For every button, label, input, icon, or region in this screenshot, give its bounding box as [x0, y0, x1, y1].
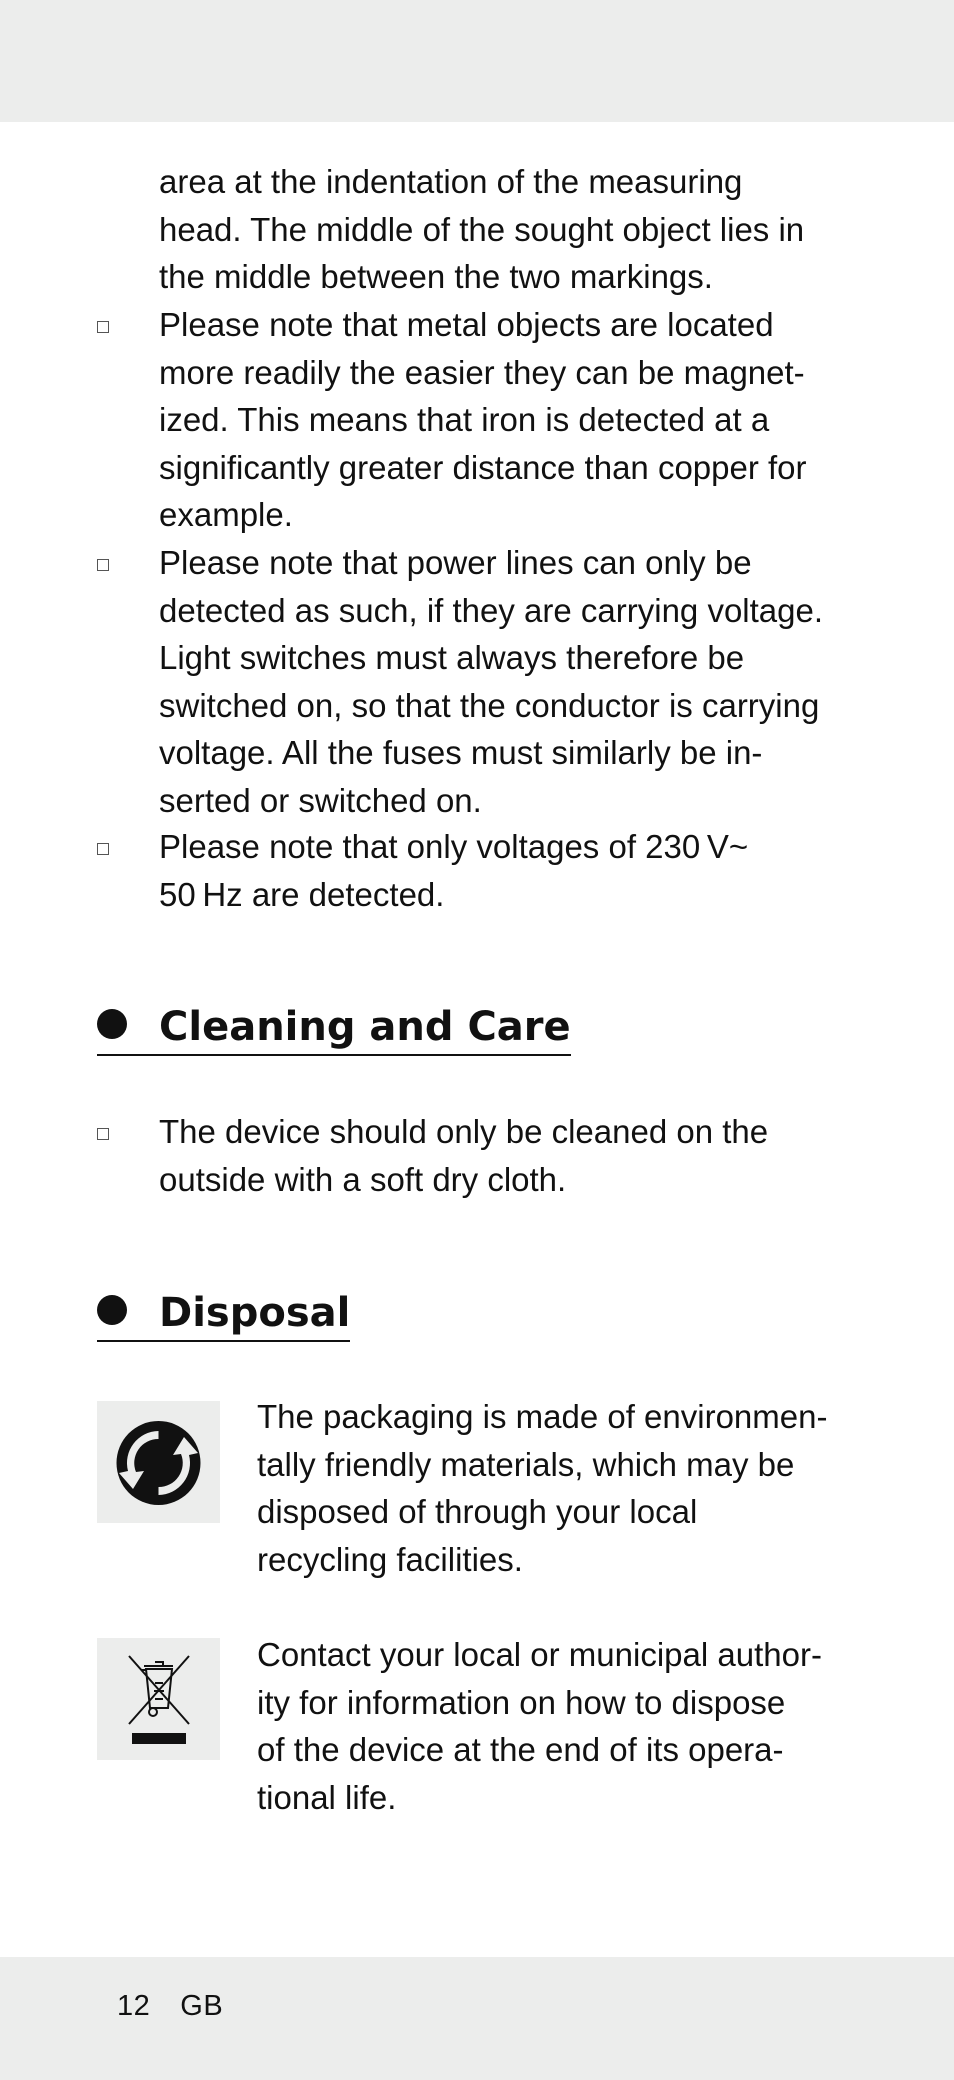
page-footer	[117, 1990, 223, 2023]
text-line: Light switches must always therefore be	[159, 639, 745, 676]
text-line: of the device at the end of its opera-	[257, 1731, 784, 1768]
heading-text: Disposal	[159, 1290, 351, 1336]
text-line: tional life.	[257, 1778, 397, 1816]
text-line: example.	[159, 496, 293, 533]
text-line: Please note that power lines can only be	[159, 544, 752, 581]
text-line: disposed of through your local	[257, 1493, 698, 1530]
bullet-dot-icon	[97, 1009, 127, 1039]
device-disposal-text	[257, 1631, 857, 1821]
text-line: the middle between the two markings.	[159, 258, 713, 295]
packaging-disposal-text	[257, 1393, 857, 1583]
checkbox-bullet-icon	[97, 843, 109, 855]
language-code: GB	[180, 1990, 224, 2022]
text-line: Please note that metal objects are located	[159, 306, 774, 343]
text-line: more readily the easier they can be magnet-	[159, 353, 805, 391]
top-margin-band	[0, 0, 954, 122]
text-line: The packaging is made of environmen-	[257, 1398, 828, 1435]
text-line: Contact your local or municipal author-	[257, 1636, 822, 1673]
text-line: ity for information on how to dispose	[257, 1683, 786, 1721]
checkbox-bullet-icon	[97, 1128, 109, 1140]
text-line: Please note that only voltages of 230 V~	[159, 828, 749, 865]
text-line: area at the indentation of the measuring	[159, 163, 743, 200]
text-line: outside with a soft dry cloth.	[159, 1160, 567, 1198]
section-heading-cleaning	[97, 1004, 571, 1056]
text-line: 50 Hz are detected.	[159, 875, 445, 913]
page-number: 12	[117, 1990, 151, 2022]
text-line: switched on, so that the conductor is carrying	[159, 686, 820, 724]
text-line: voltage. All the fuses must similarly be in-	[159, 734, 763, 771]
crossed-out-wheelie-bin-icon	[97, 1638, 220, 1760]
bullet-dot-icon	[97, 1295, 127, 1325]
text-line: detected as such, if they are carrying voltage.	[159, 591, 824, 629]
checkbox-bullet-icon	[97, 559, 109, 571]
text-line: head. The middle of the sought object lies in	[159, 210, 805, 248]
heading-text: Cleaning and Care	[159, 1004, 571, 1050]
text-line: recycling facilities.	[257, 1540, 523, 1578]
section-heading-disposal	[97, 1290, 350, 1342]
text-line: serted or switched on.	[159, 781, 482, 819]
text-line: ized. This means that iron is detected at a	[159, 401, 770, 438]
checkbox-bullet-icon	[97, 321, 109, 333]
text-line: tally friendly materials, which may be	[257, 1445, 795, 1483]
green-dot-recycling-icon	[97, 1401, 220, 1523]
continued-paragraph	[159, 158, 859, 301]
text-line: The device should only be cleaned on the	[159, 1113, 769, 1150]
text-line: significantly greater distance than copper for	[159, 448, 807, 486]
